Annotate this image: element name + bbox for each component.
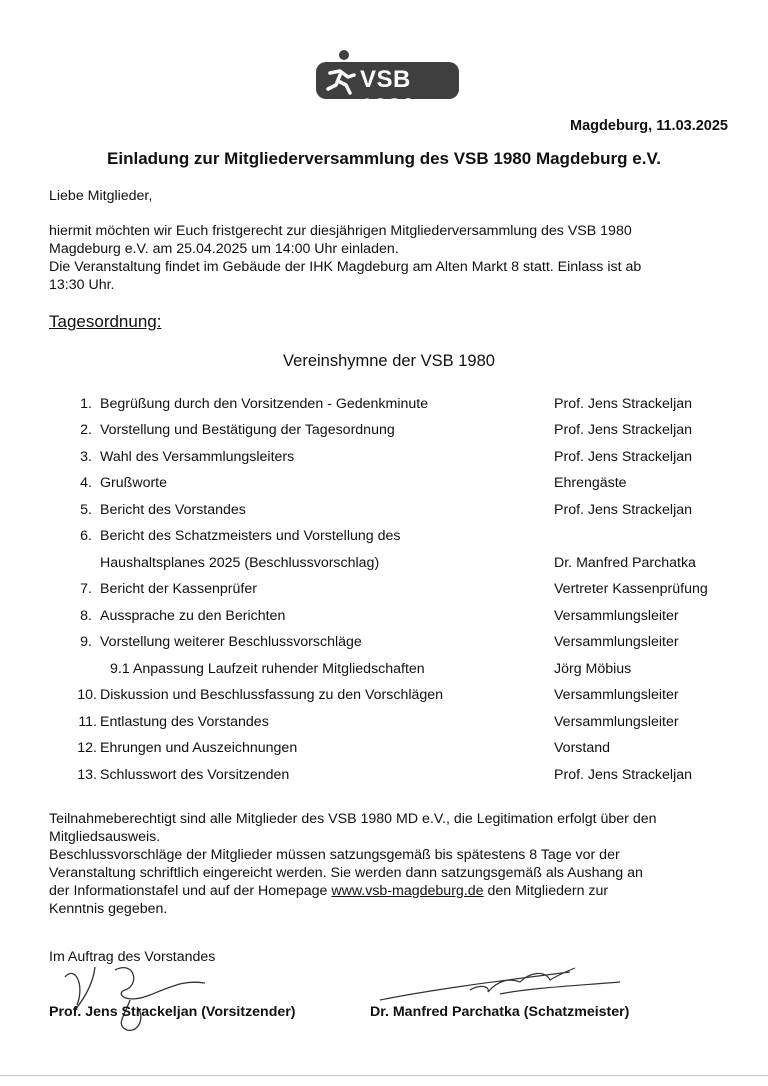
agenda-responsible: Ehrengäste bbox=[554, 475, 627, 491]
intro-line-2: Magdeburg e.V. am 25.04.2025 um 14:00 Uhr einladen. bbox=[49, 241, 399, 257]
closing-line-2: Mitgliedsausweis. bbox=[49, 829, 161, 845]
agenda-text: Bericht des Schatzmeisters und Vorstellung des bbox=[100, 528, 401, 544]
agenda-number: 2. bbox=[80, 422, 92, 438]
agenda-number: 8. bbox=[80, 608, 92, 624]
greeting: Liebe Mitglieder, bbox=[49, 188, 153, 204]
agenda-responsible: Versammlungsleiter bbox=[554, 714, 679, 730]
agenda-number: 6. bbox=[80, 528, 92, 544]
on-behalf-text: Im Auftrag des Vorstandes bbox=[49, 949, 216, 965]
agenda-responsible: Prof. Jens Strackeljan bbox=[554, 449, 692, 465]
page-bottom-rule bbox=[0, 1075, 768, 1076]
agenda-number: 10. bbox=[77, 687, 97, 703]
agenda-responsible: Versammlungsleiter bbox=[554, 608, 679, 624]
homepage-link[interactable]: www.vsb-magdeburg.de bbox=[331, 883, 484, 899]
agenda-number: 5. bbox=[80, 502, 92, 518]
agenda-number: 1. bbox=[80, 396, 92, 412]
agenda-responsible: Jörg Möbius bbox=[554, 661, 632, 677]
agenda-number: 3. bbox=[80, 449, 92, 465]
signature-left-image bbox=[55, 955, 215, 1035]
agenda-text: Begrüßung durch den Vorsitzenden - Gedenkminute bbox=[100, 396, 429, 412]
agenda-text: Vorstellung weiterer Beschlussvorschläge bbox=[100, 634, 362, 650]
document-date: Magdeburg, 11.03.2025 bbox=[570, 118, 728, 134]
closing-line-1: Teilnahmeberechtigt sind alle Mitglieder des VSB 1980 MD e.V., die Legitimation erfolgt über den bbox=[49, 811, 657, 827]
agenda-number: 7. bbox=[80, 581, 92, 597]
closing-line-5-pre: der Informationstafel und auf der Homepage bbox=[49, 883, 332, 899]
agenda-number: 9. bbox=[80, 634, 92, 650]
agenda-responsible: Prof. Jens Strackeljan bbox=[554, 422, 692, 438]
agenda-responsible: Versammlungsleiter bbox=[554, 687, 679, 703]
agenda-responsible: Prof. Jens Strackeljan bbox=[554, 396, 692, 412]
agenda-text: Aussprache zu den Berichten bbox=[100, 608, 286, 624]
runner-icon bbox=[326, 67, 358, 95]
closing-line-6: Kenntnis gegeben. bbox=[49, 901, 168, 917]
signature-right-label: Dr. Manfred Parchatka (Schatzmeister) bbox=[370, 1004, 630, 1020]
agenda-text: Grußworte bbox=[100, 475, 168, 491]
agenda-text: Entlastung des Vorstandes bbox=[100, 714, 269, 730]
intro-line-1: hiermit möchten wir Euch fristgerecht zur diesjährigen Mitgliederversammlung des VSB 1980 bbox=[49, 223, 632, 239]
agenda-text: Ehrungen und Auszeichnungen bbox=[100, 740, 298, 756]
club-logo bbox=[316, 50, 459, 121]
agenda-text: Haushaltsplanes 2025 (Beschlussvorschlag) bbox=[100, 555, 380, 571]
agenda-text: Schlusswort des Vorsitzenden bbox=[100, 767, 290, 783]
document-title: Einladung zur Mitgliederversammlung des VSB 1980 Magdeburg e.V. bbox=[107, 149, 661, 168]
agenda-text: Bericht des Vorstandes bbox=[100, 502, 246, 518]
agenda-responsible: Prof. Jens Strackeljan bbox=[554, 502, 692, 518]
agenda-text: Vorstellung und Bestätigung der Tagesordnung bbox=[100, 422, 395, 438]
logo-text: VSB 1980 bbox=[360, 66, 416, 121]
agenda-number: 4. bbox=[80, 475, 92, 491]
signature-left-label: Prof. Jens Strackeljan (Vorsitzender) bbox=[49, 1004, 296, 1020]
closing-line-5 bbox=[49, 882, 608, 901]
club-anthem: Vereinshymne der VSB 1980 bbox=[283, 352, 495, 370]
intro-line-4: 13:30 Uhr. bbox=[49, 277, 115, 293]
closing-line-5-post: den Mitgliedern zur bbox=[483, 883, 609, 899]
agenda-text: Diskussion und Beschlussfassung zu den Vorschlägen bbox=[100, 687, 444, 703]
agenda-responsible: Vorstand bbox=[554, 740, 611, 756]
agenda-number: 12. bbox=[77, 740, 97, 756]
agenda-text: Bericht der Kassenprüfer bbox=[100, 581, 257, 597]
agenda-responsible: Dr. Manfred Parchatka bbox=[554, 555, 696, 571]
agenda-responsible: Prof. Jens Strackeljan bbox=[554, 767, 692, 783]
agenda-heading: Tagesordnung: bbox=[49, 312, 162, 331]
intro-line-3: Die Veranstaltung findet im Gebäude der IHK Magdeburg am Alten Markt 8 statt. Einlass ist ab bbox=[49, 259, 642, 275]
signature-right-image bbox=[370, 960, 630, 1010]
agenda-text: Wahl des Versammlungsleiters bbox=[100, 449, 295, 465]
logo-dot bbox=[339, 50, 349, 60]
closing-line-3: Beschlussvorschläge der Mitglieder müssen satzungsgemäß bis spätestens 8 Tage vor der bbox=[49, 847, 620, 863]
agenda-responsible: Versammlungsleiter bbox=[554, 634, 679, 650]
agenda-responsible: Vertreter Kassenprüfung bbox=[554, 581, 708, 597]
agenda-number: 11. bbox=[78, 714, 97, 730]
closing-line-4: Veranstaltung schriftlich eingereicht werden. Sie werden dann satzungsgemäß als Aushang an bbox=[49, 865, 643, 881]
agenda-number: 13. bbox=[77, 767, 97, 783]
agenda-text: 9.1 Anpassung Laufzeit ruhender Mitgliedschaften bbox=[110, 661, 425, 677]
